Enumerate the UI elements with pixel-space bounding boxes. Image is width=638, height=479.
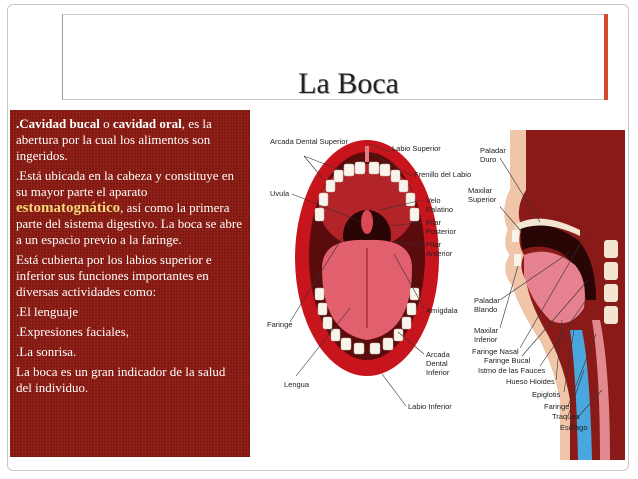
label-arcada-inferior: Arcada Dental Inferior (426, 350, 450, 377)
text-panel (10, 110, 250, 457)
label-uvula: Uvula (270, 189, 290, 198)
paragraph-salud: La boca es un gran indicador de la salud del individuo. (16, 364, 226, 395)
list-item-sonrisa: .La sonrisa. (16, 344, 77, 359)
label-labio-superior: Labio Superior (392, 144, 441, 153)
list-item-lenguaje: .El lenguaje (16, 304, 79, 319)
text-ubicacion: .Está ubicada en la cabeza y constituye en su mayor parte el aparato (16, 168, 235, 199)
term-cavidad-oral: cavidad oral (112, 116, 182, 131)
label-epiglotis: Epiglotis (532, 390, 561, 399)
label-istmo: Istmo de las Fauces (478, 366, 546, 375)
term-estomatognatico: estomatognático (16, 200, 121, 216)
text-connector: o (99, 116, 113, 131)
text-definition: , es la abertura por la cual los alimentos son ingeridos. (16, 116, 212, 163)
label-maxilar-superior: Maxilar Superior (468, 186, 497, 204)
uvula-shape (361, 210, 373, 234)
label-maxilar-inferior: Maxilar Inferior (474, 326, 499, 344)
list-item-expresiones: .Expresiones faciales, (16, 324, 129, 339)
paragraph-labios: Está cubierta por los labios superior e inferior sus funciones importantes en diversas actividades como: (16, 252, 212, 299)
label-traquea: Traquea (552, 412, 580, 421)
lower-tooth-side (514, 254, 521, 266)
label-hueso-hioides: Hueso Hioides (506, 377, 555, 386)
label-faringe-front: Faringe (267, 320, 293, 329)
label-faringe-side: Faringe (544, 402, 570, 411)
slide-title: La Boca (298, 67, 399, 100)
frenulum-shape (365, 146, 369, 162)
label-pilar-posterior: Pilar Posterior (426, 218, 457, 236)
label-labio-inferior: Labio Inferior (408, 402, 452, 411)
paragraph-ubicacion (16, 168, 244, 248)
label-faringe-nasal: Faringe Nasal (472, 347, 519, 356)
term-cavidad-bucal: .Cavidad bucal (16, 116, 100, 131)
label-arcada-superior: Arcada Dental Superior (270, 137, 348, 146)
label-paladar-duro: Paladar Duro (480, 146, 506, 164)
paragraph-cavidad (16, 116, 244, 164)
label-velo: Velo Palatino (426, 196, 454, 214)
text-ubicacion-end: , así como la primera parte del sistema digestivo. La boca se abre a un espacio previo a la faringe. (16, 200, 242, 247)
label-paladar-blando: Paladar Blando (474, 296, 500, 314)
label-frenillo: Frenillo del Labio (414, 170, 472, 179)
label-faringe-bucal: Faringe Bucal (484, 356, 531, 365)
upper-tooth-side (512, 230, 519, 242)
label-lengua: Lengua (284, 380, 310, 389)
label-amigdala: Amígdala (426, 306, 458, 315)
label-pilar-anterior: Pilar Anterior (426, 240, 453, 258)
title-box (62, 14, 608, 100)
label-esofago: Esófago (560, 423, 588, 432)
